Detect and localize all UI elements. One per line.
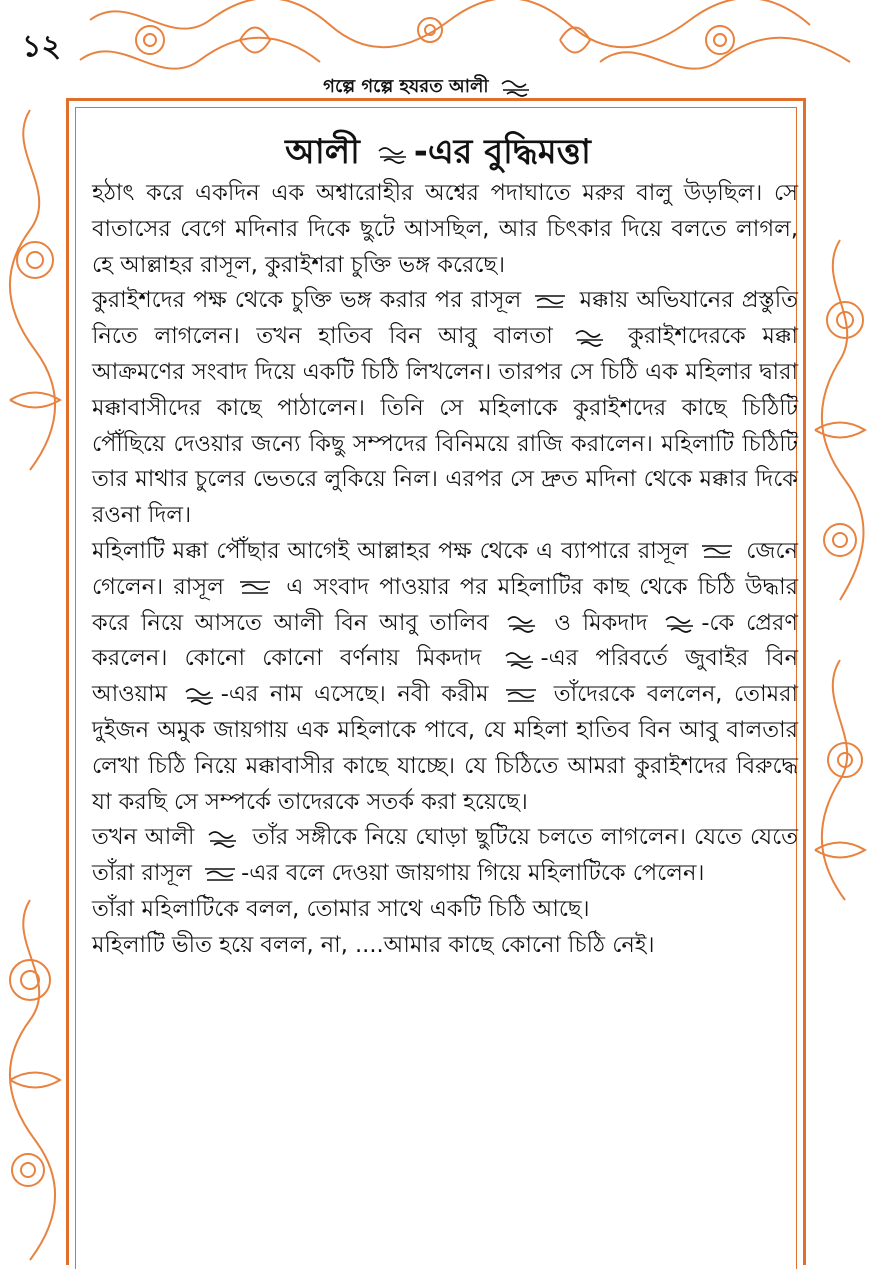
honorific-calligraphy-icon	[663, 612, 697, 634]
salawat-calligraphy-icon	[533, 290, 567, 312]
chapter-title-end: -এর বুদ্ধিমত্তা	[413, 132, 591, 172]
salawat-calligraphy-icon	[504, 684, 538, 706]
text-segment: ও মিকদাদ	[554, 609, 648, 636]
salawat-calligraphy-icon	[700, 540, 734, 562]
paragraph: তাঁরা মহিলাটিকে বলল, তোমার সাথে একটি চিঠি আছে।	[92, 895, 590, 922]
text-segment: -এর পরিবর্তে জুবাইর বিন আওয়াম	[92, 645, 798, 708]
paragraph	[92, 534, 798, 820]
running-header-text: গল্পে গল্পে হযরত আলী	[323, 76, 489, 97]
body-text	[92, 176, 798, 964]
chapter-title	[78, 126, 798, 183]
text-segment: মক্কায় অভিযানের প্রস্তুতি নিতে লাগলেন। তখন হাতিব বিন আবু বালতা	[92, 287, 799, 350]
text-segment: তখন আলী	[92, 824, 195, 851]
text-segment: কুরাইশদেরকে মক্কা আক্রমণের সংবাদ দিয়ে একটি চিঠি লিখলেন। তারপর সে চিঠি এক মহিলার দ্বারা মক্কাবাসীদের কাছে পাঠালেন। তিনি সে মহিলাকে কুরাইশদের কাছে চিঠিটি পৌঁছিয়ে দেওয়ার জন্যে কিছু সম্পদের বিনিময়ে রাজি করালেন। মহিলাটি চিঠিটি তার মাথার চুলের ভেতরে লুকিয়ে নিল। এরপর সে দ্রুত মদিনা থেকে মক্কার দিকে রওনা দিল।	[92, 323, 798, 529]
honorific-calligraphy-icon	[505, 612, 539, 634]
paragraph	[92, 820, 798, 892]
text-segment: মহিলাটি মক্কা পৌঁছার আগেই আল্লাহর পক্ষ থেকে এ ব্যাপারে রাসূল	[92, 537, 689, 564]
honorific-calligraphy-icon	[499, 76, 533, 98]
text-segment: -এর নাম এসেছে। নবী করীম	[220, 681, 489, 708]
text-segment: কুরাইশদের পক্ষ থেকে চুক্তি ভঙ্গ করার পর রাসূল	[92, 287, 522, 314]
paragraph	[92, 283, 798, 534]
text-segment: তাঁদেরকে বললেন, তোমরা দুইজন অমুক জায়গায় এক মহিলাকে পাবে, যে মহিলা হাতিব বিন আবু বালতার লেখা চিঠি নিয়ে মক্কাবাসীর কাছে যাচ্ছে। যে চিঠিতে আমরা কুরাইশদের বিরুদ্ধে যা করছি সে সম্পর্কে তাদেরকে সতর্ক করা হয়েছে।	[92, 681, 798, 815]
salawat-calligraphy-icon	[203, 863, 237, 885]
honorific-calligraphy-icon	[376, 143, 410, 165]
honorific-calligraphy-icon	[183, 684, 217, 706]
text-segment: জেনে গেলেন। রাসূল	[92, 537, 798, 600]
text-segment: -কে প্রেরণ করলেন। কোনো কোনো বর্ণনায় মিকদাদ	[92, 609, 798, 672]
text-segment: এ সংবাদ পাওয়ার পর মহিলাটির কাছ থেকে চিঠি উদ্ধার করে নিয়ে আসতে আলী বিন আবু তালিব	[92, 573, 799, 636]
chapter-title-start: আলী	[285, 132, 360, 172]
page-number: ১২	[22, 29, 61, 64]
text-segment: তাঁর সঙ্গীকে নিয়ে ঘোড়া ছুটিয়ে চলতে লাগলেন। যেতে যেতে তাঁরা রাসূল	[92, 824, 799, 887]
paragraph: মহিলাটি ভীত হয়ে বলল, না, ....আমার কাছে কোনো চিঠি নেই।	[92, 931, 655, 958]
honorific-calligraphy-icon	[206, 827, 240, 849]
honorific-calligraphy-icon	[573, 326, 607, 348]
text-segment: -এর বলে দেওয়া জায়গায় গিয়ে মহিলাটিকে পেলেন।	[241, 860, 705, 887]
salawat-calligraphy-icon	[238, 576, 272, 598]
paragraph: হঠাৎ করে একদিন এক অশ্বারোহীর অশ্বের পদাঘাতে মরুর বালু উড়ছিল। সে বাতাসের বেগে মদিনার দিকে ছুটে আসছিল, আর চিৎকার দিয়ে বলতে লাগল, হে আল্লাহর রাসূল, কুরাইশরা চুক্তি ভঙ্গ করেছে।	[92, 180, 798, 278]
honorific-calligraphy-icon	[503, 648, 537, 670]
